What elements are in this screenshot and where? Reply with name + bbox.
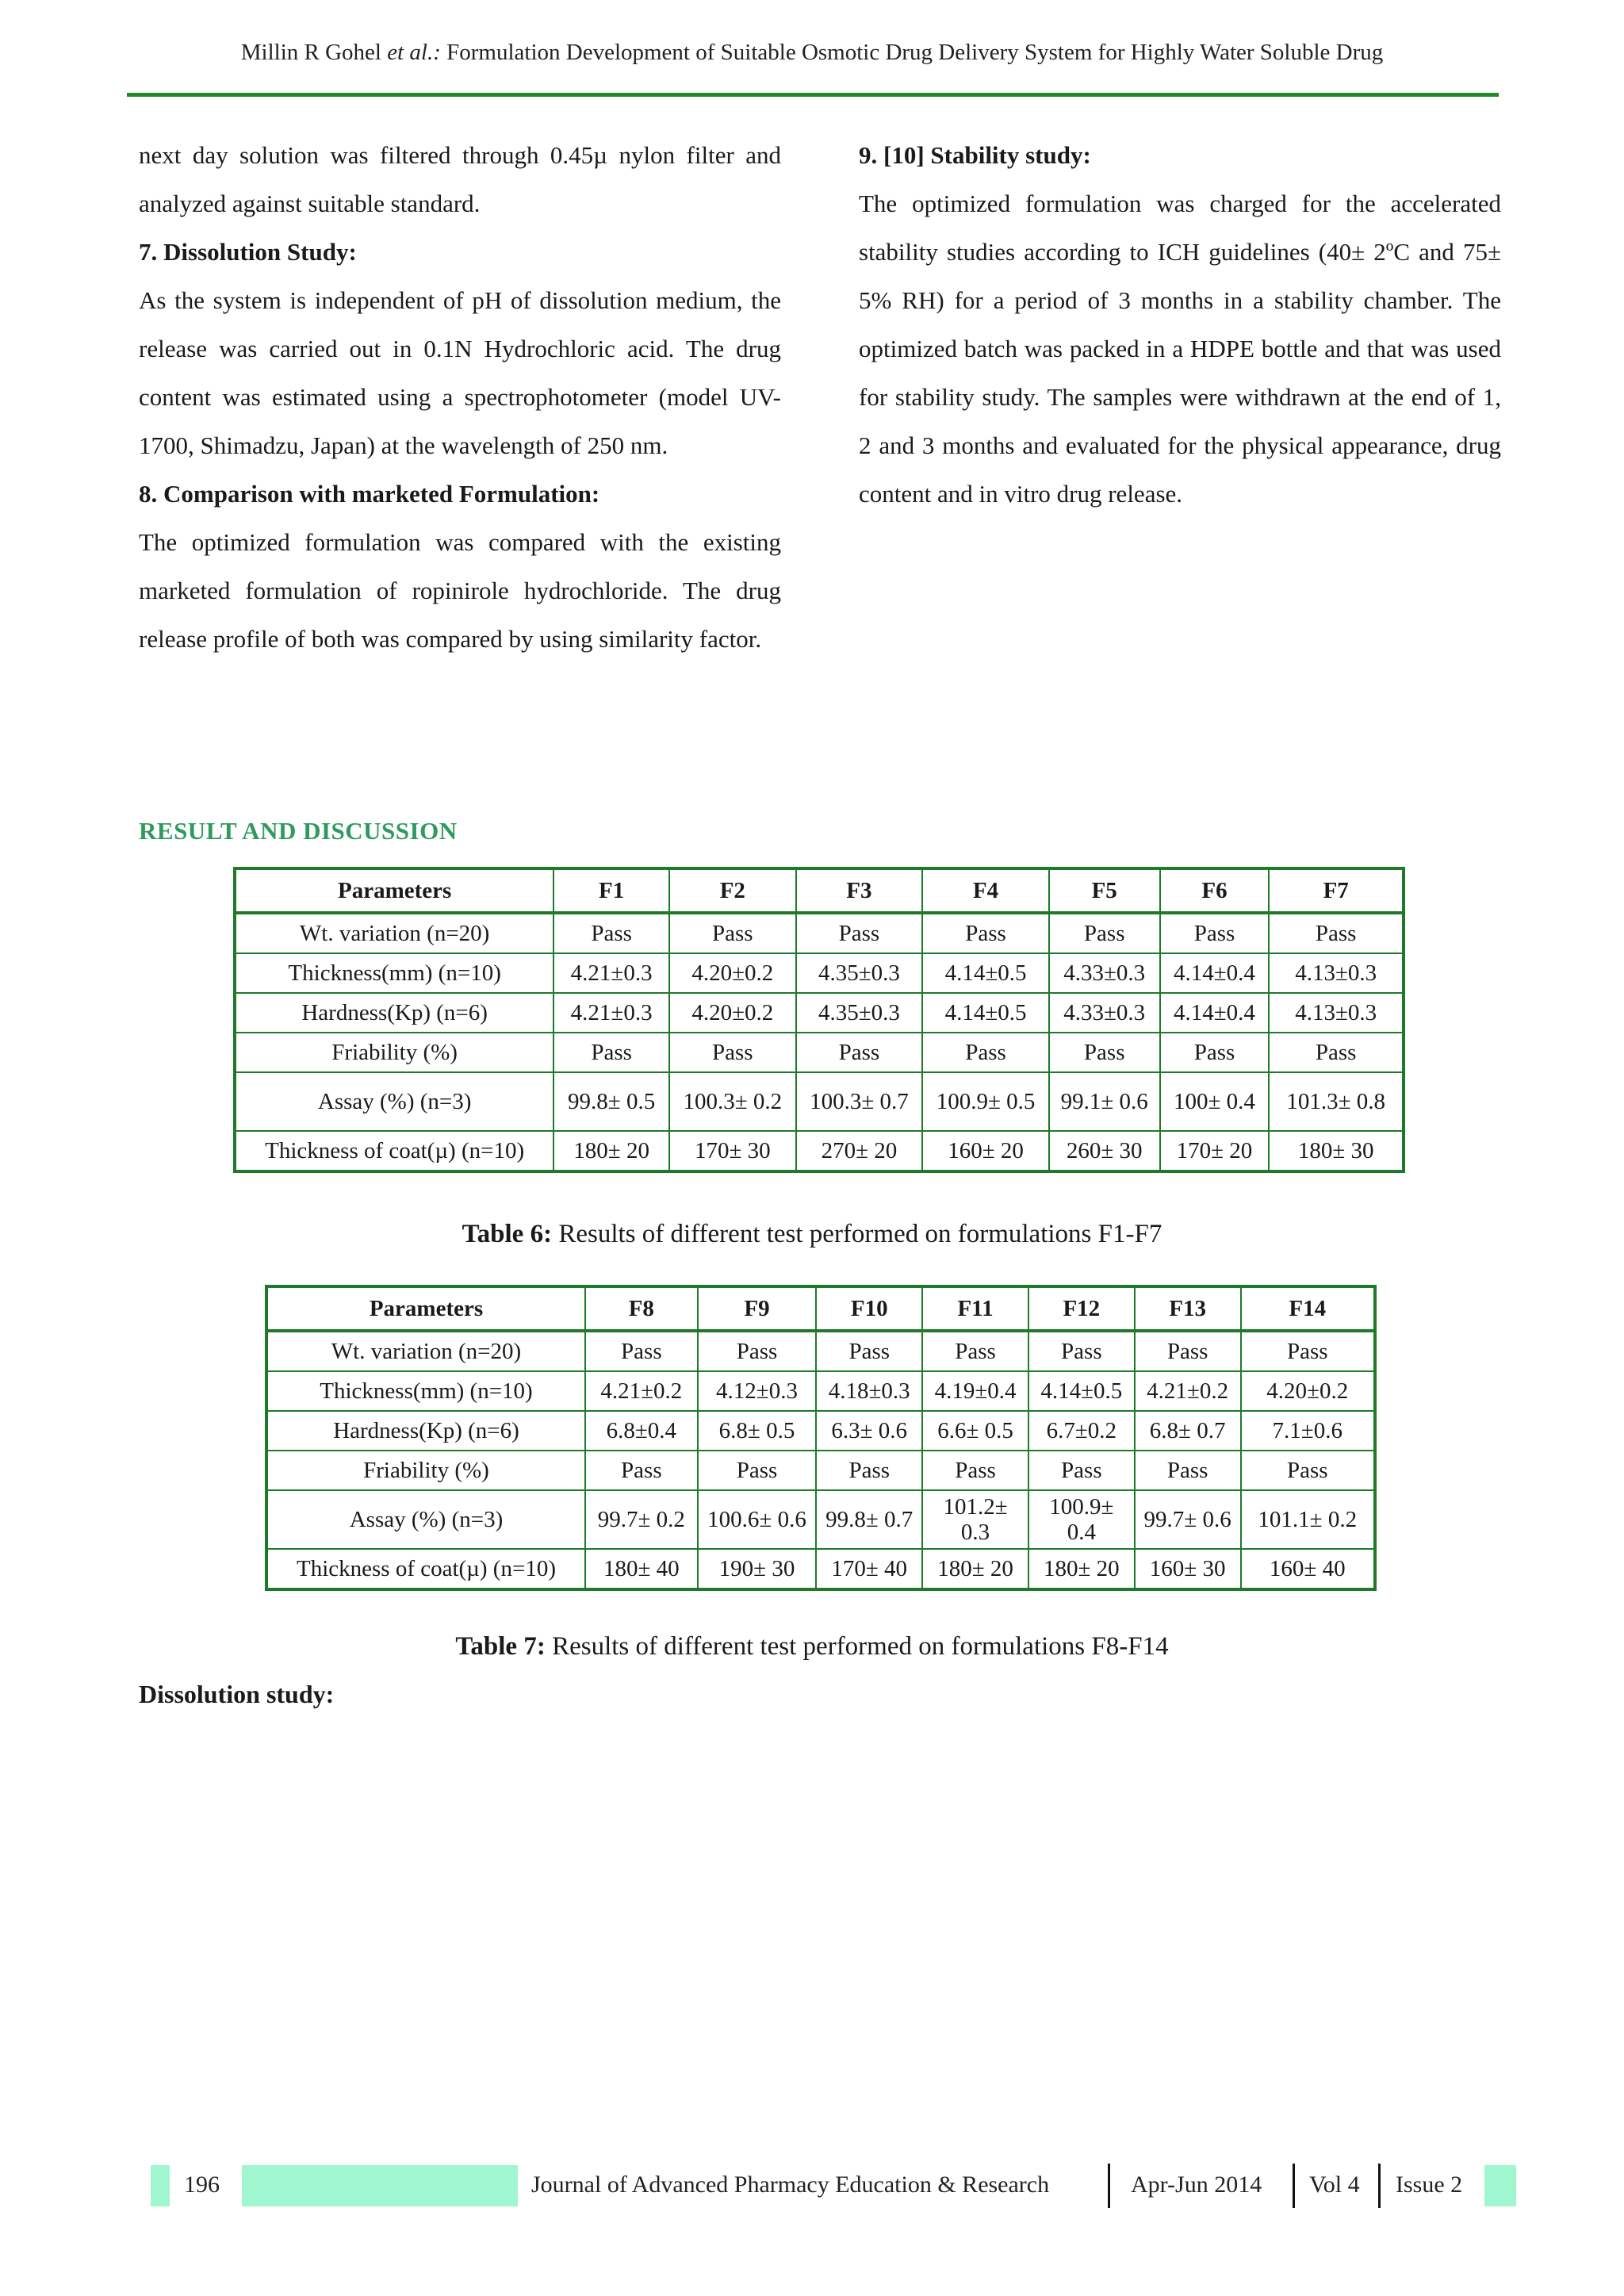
page-number: 196 <box>184 2171 220 2198</box>
table-cell: 4.13±0.3 <box>1269 953 1404 993</box>
table-cell: 4.20±0.2 <box>669 993 796 1033</box>
table-header-row <box>235 868 1404 913</box>
footer-date: Apr-Jun 2014 <box>1131 2171 1262 2198</box>
table-cell: Pass <box>669 913 796 953</box>
caption-text: Results of different test performed on formulations F8-F14 <box>545 1632 1169 1661</box>
table-cell: Pass <box>922 1033 1049 1072</box>
table-cell: Pass <box>698 1331 817 1371</box>
table-cell: Pass <box>816 1451 922 1490</box>
table-cell: 7.1±0.6 <box>1241 1411 1375 1451</box>
table-cell: 4.14±0.4 <box>1160 993 1270 1033</box>
table-cell: Thickness of coat(µ) (n=10) <box>266 1549 585 1589</box>
table-cell: Pass <box>1049 913 1160 953</box>
table-7-caption <box>0 1632 1624 1662</box>
column-header: F2 <box>669 868 796 913</box>
table-cell: Pass <box>1028 1331 1135 1371</box>
table-cell: 6.6± 0.5 <box>922 1411 1028 1451</box>
table-header-row <box>266 1286 1375 1331</box>
column-header: F4 <box>922 868 1049 913</box>
table-row <box>235 1072 1404 1131</box>
column-header: F5 <box>1049 868 1160 913</box>
table-cell: Pass <box>669 1033 796 1072</box>
header-etal: et al.: <box>387 40 441 65</box>
heading-stability-study: 9. [10] Stability study: <box>859 141 1091 169</box>
table-cell: 180± 20 <box>553 1131 669 1171</box>
column-header: F6 <box>1160 868 1270 913</box>
table-row <box>266 1331 1375 1371</box>
table-cell: 4.33±0.3 <box>1049 993 1160 1033</box>
footer-separator <box>1293 2164 1295 2208</box>
table-cell: 160± 40 <box>1241 1549 1375 1589</box>
subheading-dissolution-study: Dissolution study: <box>139 1680 335 1708</box>
caption-label: Table 7: <box>455 1632 546 1661</box>
left-column <box>139 131 781 663</box>
footer-accent-bar <box>1484 2165 1516 2206</box>
table-cell: 4.21±0.3 <box>553 993 669 1033</box>
footer-accent-bar <box>242 2165 518 2206</box>
table-cell: 100± 0.4 <box>1160 1072 1270 1131</box>
paragraph-filtration: next day solution was filtered through 0.45µ nylon filter and analyzed against suitable standard. <box>139 141 781 217</box>
table-cell: 100.6± 0.6 <box>698 1490 817 1549</box>
table-cell: 4.13±0.3 <box>1269 993 1404 1033</box>
table-cell: 99.8± 0.5 <box>553 1072 669 1131</box>
table-cell: 4.20±0.2 <box>1241 1371 1375 1411</box>
table-cell: Assay (%) (n=3) <box>266 1490 585 1549</box>
table-cell: 190± 30 <box>698 1549 817 1589</box>
table-cell: 180± 30 <box>1269 1131 1404 1171</box>
table-cell: Pass <box>1241 1451 1375 1490</box>
column-header: F8 <box>585 1286 698 1331</box>
footer-volume: Vol 4 <box>1309 2171 1360 2198</box>
table-cell: Pass <box>585 1331 698 1371</box>
table-cell: Pass <box>1269 913 1404 953</box>
table-cell: 170± 40 <box>816 1549 922 1589</box>
table-cell: 6.8± 0.5 <box>698 1411 817 1451</box>
table-row <box>266 1451 1375 1490</box>
table-cell: 100.9± 0.5 <box>922 1072 1049 1131</box>
table-cell: 99.7± 0.2 <box>585 1490 698 1549</box>
table-cell: 99.8± 0.7 <box>816 1490 922 1549</box>
table-6-caption <box>0 1220 1624 1249</box>
table-cell: 4.21±0.3 <box>553 953 669 993</box>
table-cell: 4.21±0.2 <box>585 1371 698 1411</box>
table-row <box>235 1033 1404 1072</box>
table-cell: 4.35±0.3 <box>796 993 923 1033</box>
table-cell: Hardness(Kp) (n=6) <box>235 993 553 1033</box>
table-cell: 4.14±0.5 <box>922 953 1049 993</box>
column-header: F11 <box>922 1286 1028 1331</box>
table-cell: 180± 20 <box>1028 1549 1135 1589</box>
table-cell: Thickness of coat(µ) (n=10) <box>235 1131 553 1171</box>
table-row <box>266 1411 1375 1451</box>
table-cell: 100.3± 0.2 <box>669 1072 796 1131</box>
table-cell: 180± 20 <box>922 1549 1028 1589</box>
table-cell: Pass <box>816 1331 922 1371</box>
table-cell: 4.33±0.3 <box>1049 953 1160 993</box>
table-cell: Pass <box>553 1033 669 1072</box>
table-cell: Hardness(Kp) (n=6) <box>266 1411 585 1451</box>
table-cell: Pass <box>796 913 923 953</box>
table-cell: Pass <box>585 1451 698 1490</box>
table-cell: 4.14±0.5 <box>1028 1371 1135 1411</box>
column-header: F12 <box>1028 1286 1135 1331</box>
table-cell: 6.7±0.2 <box>1028 1411 1135 1451</box>
table-cell: 160± 30 <box>1135 1549 1241 1589</box>
table-cell: Friability (%) <box>235 1033 553 1072</box>
footer-separator <box>1378 2164 1381 2208</box>
table-cell: 100.9± 0.4 <box>1028 1490 1135 1549</box>
table-cell: 101.3± 0.8 <box>1269 1072 1404 1131</box>
table-cell: 4.35±0.3 <box>796 953 923 993</box>
table-row <box>266 1371 1375 1411</box>
table-cell: Pass <box>922 1331 1028 1371</box>
footer-issue: Issue 2 <box>1396 2171 1463 2198</box>
table-cell: Assay (%) (n=3) <box>235 1072 553 1131</box>
header-title: Formulation Development of Suitable Osmotic Drug Delivery System for Highly Water Soluble Drug <box>440 40 1384 65</box>
table-cell: 4.12±0.3 <box>698 1371 817 1411</box>
table-cell: Pass <box>796 1033 923 1072</box>
table-7 <box>265 1285 1377 1591</box>
header-author: Millin R Gohel <box>240 40 388 65</box>
table-cell: 6.8±0.4 <box>585 1411 698 1451</box>
table-cell: Pass <box>1049 1033 1160 1072</box>
table-row <box>235 1131 1404 1171</box>
column-header: Parameters <box>266 1286 585 1331</box>
section-title-results: RESULT AND DISCUSSION <box>139 817 458 845</box>
table-cell: 270± 20 <box>796 1131 923 1171</box>
table-cell: Wt. variation (n=20) <box>235 913 553 953</box>
table-cell: 4.20±0.2 <box>669 953 796 993</box>
table-cell: 170± 30 <box>669 1131 796 1171</box>
heading-comparison: 8. Comparison with marketed Formulation: <box>139 480 600 508</box>
table-cell: Friability (%) <box>266 1451 585 1490</box>
table-cell: 4.14±0.4 <box>1160 953 1270 993</box>
table-cell: 100.3± 0.7 <box>796 1072 923 1131</box>
table-cell: 4.18±0.3 <box>816 1371 922 1411</box>
table-cell: Pass <box>1160 1033 1270 1072</box>
table-row <box>235 913 1404 953</box>
heading-dissolution-study: 7. Dissolution Study: <box>139 238 357 266</box>
table-cell: Pass <box>1135 1331 1241 1371</box>
table-cell: Pass <box>1269 1033 1404 1072</box>
table-cell: 99.1± 0.6 <box>1049 1072 1160 1131</box>
column-header: F13 <box>1135 1286 1241 1331</box>
table-cell: 6.3± 0.6 <box>816 1411 922 1451</box>
caption-text: Results of different test performed on formulations F1-F7 <box>552 1220 1162 1248</box>
column-header: F1 <box>553 868 669 913</box>
footer-separator <box>1108 2164 1110 2208</box>
table-cell: 180± 40 <box>585 1549 698 1589</box>
paragraph-comparison: The optimized formulation was compared with the existing marketed formulation of ropinirole hydrochloride. The drug release profile of both was compared by using similarity factor. <box>139 528 781 653</box>
table-cell: Pass <box>1135 1451 1241 1490</box>
paragraph-stability-study: The optimized formulation was charged for the accelerated stability studies according to ICH guidelines (40± 2ºC and 75± 5% RH) for a period of 3 months in a stability chamber. The optimized batch was packed in a HDPE bottle and that was used for stability study. The samples were withdrawn at the end of 1, 2 and 3 months and evaluated for the physical appearance, drug content and in vitro drug release. <box>859 190 1501 508</box>
footer-journal: Journal of Advanced Pharmacy Education & Research <box>531 2171 1050 2198</box>
table-cell: 170± 20 <box>1160 1131 1270 1171</box>
table-cell: 101.2± 0.3 <box>922 1490 1028 1549</box>
column-header: F14 <box>1241 1286 1375 1331</box>
paragraph-dissolution-study: As the system is independent of pH of dissolution medium, the release was carried out in 0.1N Hydrochloric acid. The drug content was estimated using a spectrophotometer (model UV-1700, Shimadzu, Japan) at the wavelength of 250 nm. <box>139 286 781 459</box>
table-row <box>266 1490 1375 1549</box>
table-cell: 6.8± 0.7 <box>1135 1411 1241 1451</box>
table-6 <box>233 867 1405 1173</box>
table-cell: Pass <box>698 1451 817 1490</box>
column-header: Parameters <box>235 868 553 913</box>
table-cell: 4.19±0.4 <box>922 1371 1028 1411</box>
table-cell: Pass <box>1241 1331 1375 1371</box>
table-cell: Thickness(mm) (n=10) <box>235 953 553 993</box>
column-header: F7 <box>1269 868 1404 913</box>
footer-accent-bar <box>151 2165 170 2206</box>
table-cell: 160± 20 <box>922 1131 1049 1171</box>
table-cell: Pass <box>1160 913 1270 953</box>
running-header <box>127 40 1497 66</box>
table-cell: Pass <box>553 913 669 953</box>
column-header: F9 <box>698 1286 817 1331</box>
caption-label: Table 6: <box>462 1220 553 1248</box>
table-cell: Pass <box>922 1451 1028 1490</box>
table-cell: 4.21±0.2 <box>1135 1371 1241 1411</box>
table-cell: 101.1± 0.2 <box>1241 1490 1375 1549</box>
right-column <box>859 131 1501 518</box>
table-row <box>235 993 1404 1033</box>
table-cell: 4.14±0.5 <box>922 993 1049 1033</box>
table-cell: Pass <box>1028 1451 1135 1490</box>
table-cell: Pass <box>922 913 1049 953</box>
header-rule <box>127 93 1499 97</box>
table-row <box>235 953 1404 993</box>
column-header: F3 <box>796 868 923 913</box>
table-row <box>266 1549 1375 1589</box>
table-cell: 99.7± 0.6 <box>1135 1490 1241 1549</box>
table-cell: Wt. variation (n=20) <box>266 1331 585 1371</box>
table-cell: 260± 30 <box>1049 1131 1160 1171</box>
page-footer <box>0 2164 1624 2208</box>
column-header: F10 <box>816 1286 922 1331</box>
table-cell: Thickness(mm) (n=10) <box>266 1371 585 1411</box>
